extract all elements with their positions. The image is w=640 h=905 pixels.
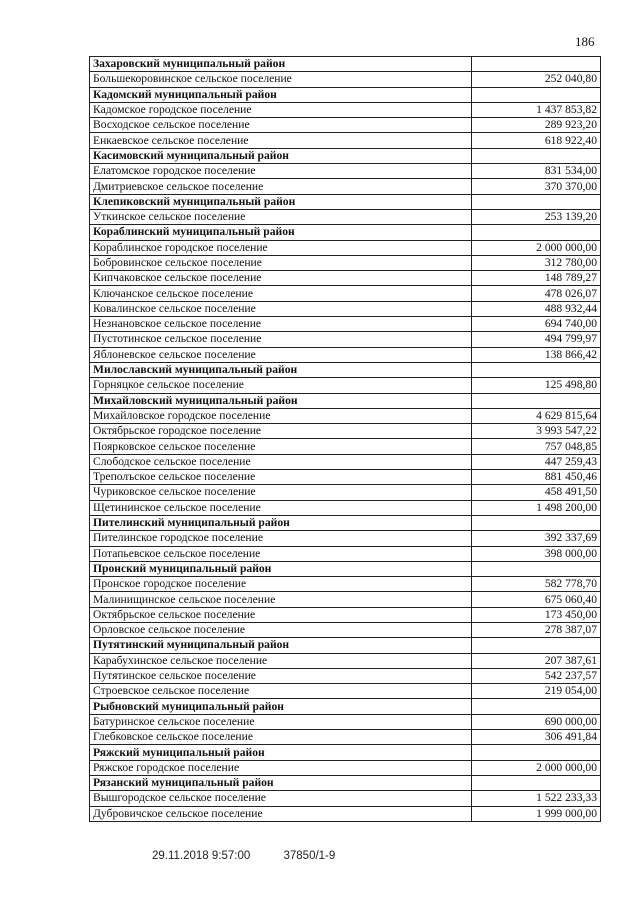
- table-row: [90, 454, 601, 469]
- settlement-name: Батуринское сельское поселение: [90, 714, 472, 729]
- district-row: [90, 87, 601, 102]
- district-name: Касимовский муниципальный район: [90, 148, 472, 163]
- amount-cell: 675 060,40: [472, 592, 601, 607]
- settlement-name: Потапьевское сельское поселение: [90, 546, 472, 561]
- settlement-name: Октябрьское сельское поселение: [90, 607, 472, 622]
- district-name: Михайловский муниципальный район: [90, 393, 472, 408]
- amount-cell: 494 799,97: [472, 332, 601, 347]
- amount-cell: 618 922,40: [472, 133, 601, 148]
- amount-cell: 278 387,07: [472, 622, 601, 637]
- settlement-name: Дубровичское сельское поселение: [90, 806, 472, 821]
- table-row: [90, 347, 601, 362]
- amount-cell: [472, 775, 601, 790]
- table-row: [90, 255, 601, 270]
- amount-cell: 1 999 000,00: [472, 806, 601, 821]
- table-row: [90, 500, 601, 515]
- amount-cell: 2 000 000,00: [472, 240, 601, 255]
- amount-cell: 542 237,57: [472, 668, 601, 683]
- table-row: [90, 301, 601, 316]
- amount-cell: [472, 225, 601, 240]
- table-row: [90, 209, 601, 224]
- table-row: [90, 668, 601, 683]
- table-row: [90, 730, 601, 745]
- settlement-name: Елатомское городское поселение: [90, 164, 472, 179]
- amount-cell: 173 450,00: [472, 607, 601, 622]
- table-row: [90, 622, 601, 637]
- district-row: [90, 699, 601, 714]
- amount-cell: 148 789,27: [472, 271, 601, 286]
- settlement-name: Щетининское сельское поселение: [90, 500, 472, 515]
- amount-cell: 690 000,00: [472, 714, 601, 729]
- district-name: Путятинский муниципальный район: [90, 638, 472, 653]
- amount-cell: 138 866,42: [472, 347, 601, 362]
- amount-cell: 219 054,00: [472, 684, 601, 699]
- settlement-name: Незнановское сельское поселение: [90, 317, 472, 332]
- footer-doc-code: 37850/1-9: [283, 850, 336, 862]
- table-row: [90, 577, 601, 592]
- settlement-name: Яблоневское сельское поселение: [90, 347, 472, 362]
- district-name: Захаровский муниципальный район: [90, 57, 472, 72]
- district-name: Рязанский муниципальный район: [90, 775, 472, 790]
- settlement-name: Уткинское сельское поселение: [90, 209, 472, 224]
- district-name: Кадомский муниципальный район: [90, 87, 472, 102]
- amount-cell: 831 534,00: [472, 164, 601, 179]
- amount-cell: 370 370,00: [472, 179, 601, 194]
- table-row: [90, 240, 601, 255]
- table-row: [90, 72, 601, 87]
- amount-cell: 478 026,07: [472, 286, 601, 301]
- amount-cell: 398 000,00: [472, 546, 601, 561]
- table-row: [90, 531, 601, 546]
- district-row: [90, 225, 601, 240]
- amount-cell: 582 778,70: [472, 577, 601, 592]
- amount-cell: [472, 57, 601, 72]
- district-row: [90, 561, 601, 576]
- amount-cell: 1 498 200,00: [472, 500, 601, 515]
- settlement-name: Малинищинское сельское поселение: [90, 592, 472, 607]
- amount-cell: [472, 745, 601, 760]
- settlement-name: Кипчаковское сельское поселение: [90, 271, 472, 286]
- amount-cell: 881 450,46: [472, 470, 601, 485]
- settlement-name: Пителинское городское поселение: [90, 531, 472, 546]
- amount-cell: [472, 638, 601, 653]
- amount-cell: 312 780,00: [472, 255, 601, 270]
- settlement-name: Большекоровинское сельское поселение: [90, 72, 472, 87]
- amount-cell: [472, 87, 601, 102]
- amount-cell: 3 993 547,22: [472, 424, 601, 439]
- amount-cell: 1 522 233,33: [472, 791, 601, 806]
- settlement-name: Поярковское сельское поселение: [90, 439, 472, 454]
- amount-cell: 253 139,20: [472, 209, 601, 224]
- district-row: [90, 194, 601, 209]
- settlement-name: Октябрьское городское поселение: [90, 424, 472, 439]
- table-row: [90, 133, 601, 148]
- table-row: [90, 164, 601, 179]
- settlement-name: Пронское городское поселение: [90, 577, 472, 592]
- amount-cell: 1 437 853,82: [472, 102, 601, 117]
- settlement-name: Ковалинское сельское поселение: [90, 301, 472, 316]
- settlements-table: [89, 56, 601, 822]
- table-row: [90, 118, 601, 133]
- table-row: [90, 760, 601, 775]
- settlement-name: Карабухинское сельское поселение: [90, 653, 472, 668]
- settlement-name: Путятинское сельское поселение: [90, 668, 472, 683]
- table-row: [90, 271, 601, 286]
- district-row: [90, 745, 601, 760]
- amount-cell: 2 000 000,00: [472, 760, 601, 775]
- table-row: [90, 653, 601, 668]
- settlement-name: Вышгородское сельское поселение: [90, 791, 472, 806]
- settlement-name: Чуриковское сельское поселение: [90, 485, 472, 500]
- amount-cell: [472, 194, 601, 209]
- settlement-name: Михайловское городское поселение: [90, 408, 472, 423]
- district-row: [90, 148, 601, 163]
- amount-cell: [472, 561, 601, 576]
- table-row: [90, 286, 601, 301]
- settlement-name: Енкаевское сельское поселение: [90, 133, 472, 148]
- district-name: Кораблинский муниципальный район: [90, 225, 472, 240]
- settlement-name: Дмитриевское сельское поселение: [90, 179, 472, 194]
- district-row: [90, 57, 601, 72]
- table-row: [90, 791, 601, 806]
- table-row: [90, 684, 601, 699]
- district-row: [90, 775, 601, 790]
- page-number: 186: [575, 34, 595, 49]
- amount-cell: 207 387,61: [472, 653, 601, 668]
- settlement-name: Орловское сельское поселение: [90, 622, 472, 637]
- amount-cell: 4 629 815,64: [472, 408, 601, 423]
- table-row: [90, 607, 601, 622]
- district-row: [90, 362, 601, 377]
- district-name: Рыбновский муниципальный район: [90, 699, 472, 714]
- settlement-name: Слободское сельское поселение: [90, 454, 472, 469]
- table-row: [90, 408, 601, 423]
- amount-cell: [472, 515, 601, 530]
- district-row: [90, 638, 601, 653]
- table-body: [90, 57, 601, 822]
- settlement-name: Пустотинское сельское поселение: [90, 332, 472, 347]
- amount-cell: 289 923,20: [472, 118, 601, 133]
- amount-cell: [472, 362, 601, 377]
- footer: [152, 850, 365, 862]
- district-name: Пителинский муниципальный район: [90, 515, 472, 530]
- settlement-name: Бобровинское сельское поселение: [90, 255, 472, 270]
- district-name: Пронский муниципальный район: [90, 561, 472, 576]
- table-row: [90, 806, 601, 821]
- table-row: [90, 102, 601, 117]
- amount-cell: [472, 393, 601, 408]
- settlement-name: Кадомское городское поселение: [90, 102, 472, 117]
- table-row: [90, 592, 601, 607]
- table-row: [90, 470, 601, 485]
- district-name: Милославский муниципальный район: [90, 362, 472, 377]
- footer-datetime: 29.11.2018 9:57:00: [152, 850, 251, 862]
- settlement-name: Треполъское сельское поселение: [90, 470, 472, 485]
- amount-cell: 458 491,50: [472, 485, 601, 500]
- table-row: [90, 714, 601, 729]
- district-row: [90, 393, 601, 408]
- amount-cell: [472, 699, 601, 714]
- table-row: [90, 332, 601, 347]
- amount-cell: 306 491,84: [472, 730, 601, 745]
- amount-cell: 125 498,80: [472, 378, 601, 393]
- amount-cell: 447 259,43: [472, 454, 601, 469]
- district-row: [90, 515, 601, 530]
- district-name: Клепиковский муниципальный район: [90, 194, 472, 209]
- table-row: [90, 378, 601, 393]
- table-row: [90, 546, 601, 561]
- settlement-name: Строевское сельское поселение: [90, 684, 472, 699]
- amount-cell: 252 040,80: [472, 72, 601, 87]
- settlement-name: Ряжское городское поселение: [90, 760, 472, 775]
- amount-cell: 757 048,85: [472, 439, 601, 454]
- amount-cell: 488 932,44: [472, 301, 601, 316]
- amount-cell: 694 740,00: [472, 317, 601, 332]
- table-row: [90, 179, 601, 194]
- table-row: [90, 317, 601, 332]
- settlement-name: Горняцкое сельское поселение: [90, 378, 472, 393]
- amount-cell: 392 337,69: [472, 531, 601, 546]
- district-name: Ряжский муниципальный район: [90, 745, 472, 760]
- settlement-name: Глебковское сельское поселение: [90, 730, 472, 745]
- settlement-name: Восходское сельское поселение: [90, 118, 472, 133]
- settlement-name: Кораблинское городское поселение: [90, 240, 472, 255]
- settlement-name: Ключанское сельское поселение: [90, 286, 472, 301]
- amount-cell: [472, 148, 601, 163]
- table-row: [90, 485, 601, 500]
- table-row: [90, 424, 601, 439]
- table-row: [90, 439, 601, 454]
